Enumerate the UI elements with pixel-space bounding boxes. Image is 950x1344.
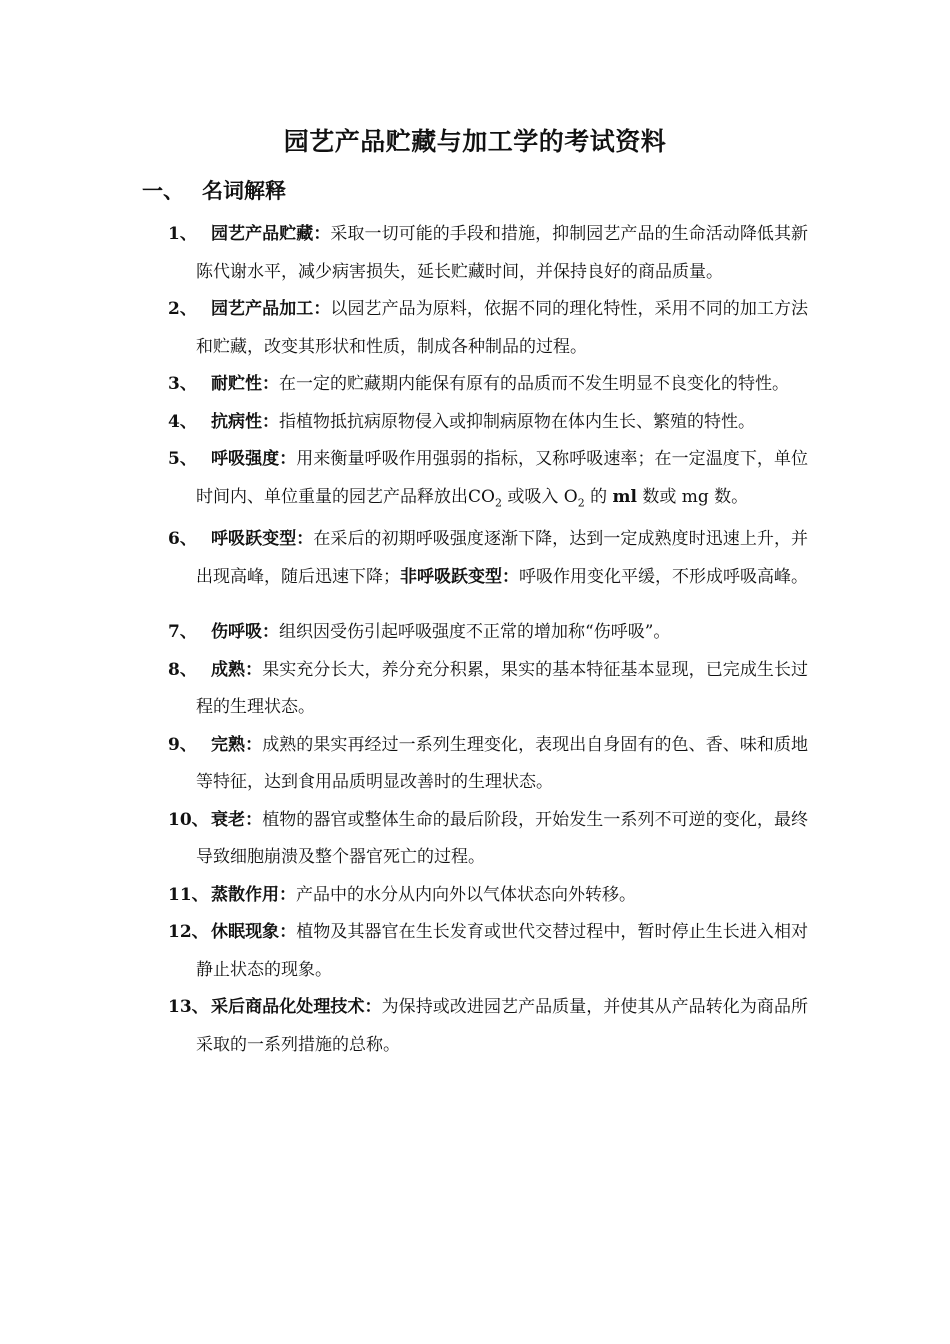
definition-item: [168, 404, 808, 442]
item-text: 组织因受伤引起呼吸强度不正常的增加称“伤呼吸”。: [279, 622, 671, 643]
item-term: 成熟：: [211, 659, 263, 680]
item-term-secondary: 非呼吸跃变型：: [400, 566, 519, 587]
item-text: 以园艺产品为原料，依据不同的理化特性，采用不同的加工方法和贮藏，改变其形状和性质，制成各种制品的过程。: [196, 299, 809, 357]
item-body: [196, 652, 808, 727]
definition-item: [168, 652, 808, 727]
section-heading: [142, 175, 286, 205]
item-text: 植物的器官或整体生命的最后阶段，开始发生一系列不可逆的变化，最终导致细胞崩溃及整个器官死亡的过程。: [196, 809, 809, 868]
item-body: [196, 989, 808, 1064]
item-text: 指植物抵抗病原物侵入或抑制病原物在体内生长、繁殖的特性。: [279, 411, 755, 432]
document-title: 园艺产品贮藏与加工学的考试资料: [283, 127, 667, 156]
item-body: [196, 521, 808, 596]
item-body: [196, 441, 808, 521]
definition-item: [168, 216, 808, 291]
item-term: 伤呼吸：: [211, 622, 279, 643]
definition-item: [168, 521, 808, 596]
item-term: 呼吸强度：: [211, 449, 297, 469]
item-term: 园艺产品贮藏：: [211, 224, 331, 244]
section-title: 名词解释: [202, 178, 286, 203]
item-body: [196, 291, 808, 366]
item-number: 2、: [168, 299, 197, 319]
section-number: 一、: [142, 178, 184, 203]
definition-item: [168, 877, 808, 915]
item-body: [196, 727, 808, 802]
item-term: 呼吸跃变型：: [211, 529, 314, 550]
item-body: [196, 216, 808, 291]
item-term: 采后商品化处理技术：: [211, 997, 382, 1018]
item-number: 6、: [168, 529, 197, 550]
item-term: 抗病性：: [211, 411, 279, 432]
item-body: [196, 366, 808, 404]
item-number: 9、: [168, 734, 197, 755]
item-number: 11、: [168, 884, 209, 905]
item-text: 呼吸作用变化平缓，不形成呼吸高峰。: [519, 566, 808, 587]
item-number: 1、: [168, 224, 197, 244]
item-number: 4、: [168, 411, 197, 432]
item-body: [196, 614, 808, 652]
definition-item: [168, 802, 808, 877]
item-text: 为保持或改进园艺产品质量，并使其从产品转化为商品所采取的一系列措施的总称。: [196, 997, 809, 1055]
definition-item: [168, 727, 808, 802]
definition-item: [168, 989, 808, 1064]
item-text: 的: [584, 486, 613, 507]
item-term: 衰老：: [211, 809, 263, 830]
item-number: 8、: [168, 659, 197, 680]
item-text: 或吸入 O: [501, 486, 578, 507]
item-number: 7、: [168, 622, 197, 643]
item-number: 3、: [168, 374, 197, 394]
item-text: 成熟的果实再经过一系列生理变化，表现出自身固有的色、香、味和质地等特征，达到食用品质明显改善时的生理状态。: [196, 734, 809, 793]
item-text: 数或 mg 数。: [636, 486, 749, 507]
item-term: 蒸散作用：: [211, 884, 296, 905]
item-body: [196, 404, 808, 442]
unit-ml: ml: [612, 486, 637, 507]
item-text: 植物及其器官在生长发育或世代交替过程中，暂时停止生长进入相对静止状态的现象。: [196, 922, 809, 980]
definition-item: [168, 291, 808, 366]
definition-item: [168, 441, 808, 521]
subscript: 2: [494, 495, 502, 509]
item-term: 园艺产品加工：: [211, 299, 331, 319]
definition-item: [168, 366, 808, 404]
item-term: 休眠现象：: [211, 922, 297, 943]
item-text: 用来衡量呼吸作用强弱的指标，又称呼吸速率；在一定温度下，单位时间内、单位重量的园艺产品释放出CO: [196, 449, 809, 507]
item-text: 在一定的贮藏期内能保有原有的品质而不发生明显不良变化的特性。: [279, 374, 789, 394]
item-term: 完熟：: [211, 734, 263, 755]
definition-item: [168, 614, 808, 652]
item-number: 10、: [168, 809, 209, 830]
item-term: 耐贮性：: [211, 374, 279, 394]
item-text: 产品中的水分从内向外以气体状态向外转移。: [296, 884, 636, 905]
item-number: 13、: [168, 997, 209, 1018]
item-number: 12、: [168, 922, 209, 943]
item-text: 果实充分长大，养分充分积累，果实的基本特征基本显现，已完成生长过程的生理状态。: [196, 659, 809, 718]
item-number: 5、: [168, 449, 197, 469]
item-body: [196, 802, 808, 877]
item-body: [196, 877, 808, 915]
item-text: 在采后的初期呼吸强度逐渐下降，达到一定成熟度时迅速上升，并出现高峰，随后迅速下降；: [196, 529, 809, 587]
item-text: 采取一切可能的手段和措施，抑制园艺产品的生命活动降低其新陈代谢水平，减少病害损失，延长贮藏时间，并保持良好的商品质量。: [196, 224, 809, 282]
item-body: [196, 914, 808, 989]
subscript: 2: [577, 495, 585, 509]
definition-list: [168, 216, 808, 1064]
definition-item: [168, 914, 808, 989]
